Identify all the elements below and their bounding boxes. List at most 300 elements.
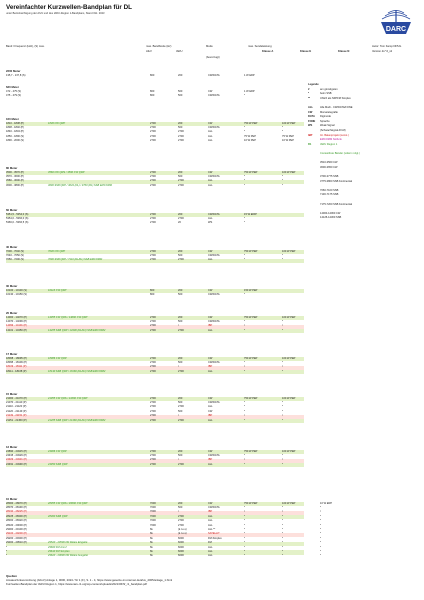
cell-kn: * [320,549,322,553]
cell-ka: * [244,400,246,404]
cell-ka: * [244,532,246,536]
cell-ke: / [282,458,283,462]
band-row [6,94,304,98]
legend-row [308,194,338,197]
cell-ka: * [244,174,246,178]
cell-i: 200 [178,170,183,174]
cell-a: 2700 [150,134,156,138]
cell-ke: / [282,365,283,369]
cell-i: 6000 [178,545,184,549]
cell-m: IBP [208,365,213,369]
cell-ka: * [244,549,246,553]
cell-i: / [178,458,179,462]
cell-ke: / [282,414,283,418]
legend-value: (Schwachsignal-FN-8) [320,129,346,132]
cell-i: 2700 [178,523,184,527]
band-title: 30 Meter [6,284,18,288]
cell-f: 21070 - 21110 (P) [6,400,27,404]
cell-ke: 100 W PEP [282,449,296,453]
page-title: Vereinfachter Kurzwellen-Bandplan für DL [6,4,132,11]
cell-f: 18068 - 18095 (P) [6,356,27,360]
cell-i: 2700 [178,514,184,518]
cell-i: 200 [178,315,183,319]
cell-i: 500 [178,292,183,296]
cell-ke: * [282,258,284,262]
cell-f: 1810 - 1838 (P) [6,121,25,125]
cell-a: 2700 [150,212,156,216]
cell-f: 1890 - 2000 (S) [6,139,25,143]
band-row [6,74,304,78]
legend-value: Weak Signal [320,124,335,128]
footer [6,575,172,586]
band-title: 15 Meter [6,392,18,396]
cell-ke: * [282,514,284,518]
cell-a: 2700 [150,396,156,400]
cell-m: ALL [208,328,213,332]
cell-ka: * [244,130,246,134]
cell-i: (k.I.e.s) [178,527,187,531]
cell-n: 7030 CW QRP [48,249,66,253]
cell-ke: * [282,319,284,323]
cell-ka: * [244,369,246,373]
cell-ke: * [282,536,284,540]
legend-row [308,158,320,161]
legend-value: 14000-14060 CW [320,211,341,215]
cell-a: 6k [150,549,153,553]
header-mode: Mode [206,45,213,48]
cell-m: CW [208,409,213,413]
band-row [6,370,304,374]
cell-ka: 750 W PEP [244,449,258,453]
cell-m: ALL [208,216,213,220]
cell-a: 800 [150,292,155,296]
band-row [6,554,322,559]
cell-i: 2700 [178,130,184,134]
page-subtitle: unter Berücksichtigung der AfuV und des IARU-Region 1-Bandplans, Stand Okt. 2023 [6,12,105,15]
cell-a: 2700 [150,183,156,187]
cell-i: / [178,365,179,369]
cell-ke: * [282,253,284,257]
band-title: 160 Meter [6,117,19,121]
cell-a: 2700 [150,179,156,183]
cell-f: 14101 - 14350 (P) [6,328,27,332]
cell-i: 2700 [178,134,184,138]
cell-f: 28320 - 29000 (P) [6,523,27,527]
band-title: 10 Meter [6,497,18,501]
cell-ke: * [282,541,284,545]
cell-i: 6000 [178,536,184,540]
cell-m: ALL [208,549,213,553]
cell-f: * [6,554,8,558]
cell-m: ALL [208,139,213,143]
cell-a: 2700 [150,324,156,328]
cell-m: ALL [208,258,213,262]
legend-value: 7175-7200 SSB Kontinental [320,202,353,206]
cell-a: 2700 [150,356,156,360]
cell-i: 2700 [178,418,184,422]
cell-f: 1838 - 1840 (P) [6,125,25,129]
cell-i: 2700 [178,183,184,187]
cell-f: 1850 - 1890 (S) [6,134,25,138]
cell-m: ALL ** [208,527,216,531]
cell-f: 3600 - 3800 (P) [6,183,25,187]
cell-m: CW [208,501,213,505]
cell-f: 7040 - 7050 (S) [6,253,25,257]
band-title: 12 Meter [6,445,18,449]
cell-n: 10116 CW QRP [48,288,67,292]
cell-kn: * [320,527,322,531]
legend-value: 7130-7175 SSB [320,193,339,197]
cell-m: ALL [208,545,213,549]
cell-m: WS [208,221,213,225]
header-iaru: IARU [176,50,183,53]
cell-n: 29620 - 29690 FM Relais Ausgabe [48,554,88,558]
cell-ke: * [282,174,284,178]
cell-m: ALL [208,514,213,518]
cell-ke: * [282,183,284,187]
cell-i: 500 [178,505,183,509]
cell-m: CW/DATA [208,253,220,257]
cell-a: 6k [150,536,153,540]
cell-a: 2700 [150,216,156,220]
cell-a: 7000 [150,519,156,523]
cell-ka: * [244,93,246,97]
cell-m: CW [208,449,213,453]
cell-a: 2700 [150,453,156,457]
cell-n: 1836 CW QRP [48,121,66,125]
cell-i: 500 [178,319,183,323]
legend-row [308,135,349,138]
cell-a: 2700 [150,125,156,129]
cell-m: ALL [208,462,213,466]
cell-i: 6000 [178,554,184,558]
cell-a: 2700 [150,253,156,257]
cell-ke: * [282,532,284,536]
band-row [6,222,304,226]
legend-value: EMCOMM Notfunk [320,138,342,142]
cell-ke: * [282,462,284,466]
cell-i: 6000 [178,549,184,553]
cell-m: CW [208,170,213,174]
cell-f: 28000 - 28070 (P) [6,501,27,505]
legend-value: Sprache [320,119,330,123]
cell-a: 7000 [150,501,156,505]
legend-row [308,89,338,92]
cell-i: (k.I.e.s) [178,532,187,536]
cell-n: 18086 CW QRP [48,356,67,360]
cell-ka: * [244,505,246,509]
cell-ke: * [282,554,284,558]
cell-f: 24915 - 24929 (P) [6,453,27,457]
legend-value: 3600-3650 CW [320,165,338,169]
cell-f: 28190 - 28225 (P) [6,510,27,514]
cell-kn: / [320,510,321,514]
cell-m: ALL [208,369,213,373]
cell-m: CW/DATA [208,400,220,404]
cell-a: 2700 [150,139,156,143]
legend-row [308,107,352,110]
cell-a: 2700 [150,418,156,422]
cell-m: ALL [208,554,213,558]
cell-ka: * [244,319,246,323]
cell-m: IBP [208,510,213,514]
cell-n: 7090 SSB QRP / 7110 (DL/R1) SSB EMCOMM [48,258,103,262]
cell-i: 200 [178,396,183,400]
cell-ka: 10 W PEP [244,139,256,143]
cell-a: 2700 [150,130,156,134]
cell-a: 7000 [150,510,156,514]
cell-ka: 750 W PEP [244,249,258,253]
cell-i: 500 [178,253,183,257]
logo-text: DARC [385,26,407,33]
cell-a: 2700 [150,405,156,409]
band-row [6,419,304,423]
cell-f: 21000 - 21070 (P) [6,396,27,400]
band-row [6,463,304,467]
cell-ka: * [244,554,246,558]
cell-a: 7000 [150,514,156,518]
cell-f: 14000 - 14070 (P) [6,315,27,319]
cell-ka: 150 W PEP [244,288,258,292]
cell-ka: 750 W PEP [244,396,258,400]
cell-f: 14070 - 14099 (P) [6,319,27,323]
cell-i: 2700 [178,462,184,466]
cell-ke: / [282,324,283,328]
cell-ka: 750 W PEP [244,121,258,125]
band-title: 60 Meter [6,208,18,212]
header-power: max. Sendeleistung [248,45,272,48]
legend-value: Int. Bakenprojekt (sonst.) [320,133,349,137]
cell-a: 6k [150,545,153,549]
cell-ke: * [282,369,284,373]
legend-row [308,171,320,174]
cell-n: 14285 SSB QRP / 14300 (DL/R1) SSB EMCOMM [48,328,106,332]
cell-kn: * [320,514,322,518]
cell-m: ALL [208,523,213,527]
cell-n: 29520 - 29590 FM Relais Eingabe [48,541,88,545]
cell-ke: 100 W PEP [282,249,296,253]
legend-row [308,130,346,133]
cell-ka: 750 W PEP [244,170,258,174]
cell-f: 14099 - 14101 (P) [6,324,27,328]
cell-ke: * [282,453,284,457]
legend-row [308,199,320,202]
cell-a: 800 [150,89,155,93]
cell-n: 18130 SSB QRP / 18160 (DL/R1) SSB EMCOMM [48,369,106,373]
cell-i: 500 [178,89,183,93]
header-bandwidth: max. Bandbreite (Hz) [146,45,172,48]
cell-i: 500 [178,93,183,97]
legend-value: Alle Modi - CW/DATA/FONE [320,106,353,109]
cell-m: IBP [208,324,213,328]
cell-m: CW [208,121,213,125]
cell-i: 500 [178,174,183,178]
cell-m: ALL [208,405,213,409]
cell-i: 2700 [178,369,184,373]
cell-ke: 100 W PEP [282,501,296,505]
cell-f: 29300 - 29510 (P) [6,541,27,545]
cell-f: 24929 - 24931 (P) [6,458,27,462]
cell-ka: * [244,545,246,549]
legend-row [308,139,342,142]
cell-kn: * [320,519,322,523]
cell-a: 2700 [150,409,156,413]
cell-ke: 10 W PEP [282,139,294,143]
cell-a: 6k [150,532,153,536]
cell-a: 2700 [150,121,156,125]
cell-f: 5351,5 - 5354,0 (S) [6,212,29,216]
cell-n: 29610 FM Simplex [48,549,70,553]
cell-m: CW [208,288,213,292]
legend-row [308,213,340,216]
legend-value: 3510-3560 CW [320,161,338,165]
cell-kn: * [320,505,322,509]
cell-i: 500 [178,125,183,129]
cell-f: 28300 - 28320 (P) [6,519,27,523]
legend-row [308,93,332,96]
legend-key: IBP [308,133,313,137]
cell-f: 5354,0 - 5366,0 (S) [6,216,29,220]
cell-ke: * [282,527,284,531]
header-author: Autor: Tom Kamp DF5JL [372,45,402,48]
cell-kn: * [320,532,322,536]
cell-a: 7000 [150,505,156,509]
cell-a: 2700 [150,249,156,253]
legend-key: ALL [308,106,314,109]
cell-ke: * [282,523,284,527]
cell-f: 28225 - 28300 (P) [6,514,27,518]
cell-ka: * [244,541,246,545]
cell-f: 24890 - 24915 (P) [6,449,27,453]
cell-ke: * [282,400,284,404]
cell-m: CW/DATA [208,212,220,216]
cell-m: ALL [208,130,213,134]
cell-a: 2700 [150,174,156,178]
cell-kn: * [320,523,322,527]
cell-f: 29000 - 29100 (P) [6,527,27,531]
legend-value: 14125-14300 SSB [320,216,342,220]
cell-a: 2700 [150,315,156,319]
legend-key: CW [308,110,313,114]
cell-kn: * [320,554,322,558]
legend-value: Contestfreie Bänder (sofern mögl.) [320,152,360,155]
cell-f: 24931 - 24990 (P) [6,462,27,466]
legend-key: FONE [308,119,316,123]
cell-ka: 1 W ERP [244,73,255,77]
cell-n: 24950 SSB QRP [48,462,68,466]
cell-f: * [6,549,8,553]
cell-ke: * [282,549,284,553]
cell-ke: * [282,360,284,364]
band-row [6,293,304,297]
legend-row [308,112,338,115]
legend-key: WS [308,124,313,128]
header-mode-note: (bevorzugt) [206,56,220,59]
cell-i: 2700 [178,519,184,523]
cell-f: 472 - 475 (S) [6,89,22,93]
cell-m: ALL [208,179,213,183]
cell-ka: * [244,221,246,225]
cell-n: 28055 CW QRS / 28060 CW QRP [48,501,88,505]
cell-m: CW [208,89,213,93]
cell-f: 135,7 - 137,8 (S) [6,73,26,77]
cell-i: 200 [178,501,183,505]
legend-row [308,116,331,119]
cell-i: 500 [178,453,183,457]
cell-i: 200 [178,249,183,253]
header-version: Version dx.*d_v2 [372,50,393,53]
cell-i: 200 [178,449,183,453]
cell-f: 29100 - 29200 (P) [6,532,27,536]
cell-ka: * [244,360,246,364]
cell-m: CW/DATA [208,93,220,97]
band-title: 17 Meter [6,352,18,356]
cell-i: 2700 [178,139,184,143]
legend-row [308,162,337,165]
legend-row [308,148,320,151]
legend-key: ** [308,96,311,100]
cell-ka: 750 W PEP [244,501,258,505]
cell-ke: 100 W PEP [282,170,296,174]
legend-key: DATA [308,115,315,119]
legend-key: R1 [308,142,312,146]
cell-ke: 100 W PEP [282,315,296,319]
cell-a: 2700 [150,328,156,332]
cell-a: 7000 [150,523,156,527]
band-row [6,329,304,333]
cell-ka: * [244,527,246,531]
cell-f: 475 - 479 (S) [6,93,22,97]
legend-row [308,190,338,193]
cell-f: * [6,545,8,549]
cell-n: 24906 CW QRP [48,449,67,453]
legend-row [308,208,320,211]
legend-row [308,98,351,101]
band-row [6,140,304,144]
legend-row [308,153,360,156]
cell-a: 6k [150,554,153,558]
cell-m: CW/DATA [208,174,220,178]
cell-i: 200 [178,288,183,292]
header-band: Band / Frequenz (kHz), (S) max. [6,45,45,48]
cell-m: CW/DATA [208,453,220,457]
cell-ka: * [244,462,246,466]
cell-f: 29200 - 29300 (P) [6,536,27,540]
band-title: 630 Meter [6,85,19,89]
cell-ka: * [244,292,246,296]
legend-row [308,102,320,105]
cell-ka: / [244,365,245,369]
cell-ka: * [244,183,246,187]
cell-ka: * [244,519,246,523]
legend-row [308,176,338,179]
cell-n: 3690 SSB QRP / 3643 (DL) / 3760 (R1) SSB EMCOMM [48,183,113,187]
footer-source-1: Amateurfunkverordnung (AFuV) Anlage 1, 0000, 2024 / Nr 1 (F), S. 1 - 4, https://www.gesetze-im-internet.de/afuv_2005/anlage_1.html [6,577,173,582]
cell-ka: * [244,179,246,183]
cell-i: / [178,414,179,418]
cell-f: 21149 - 21151 (P) [6,414,27,418]
cell-ke: * [282,179,284,183]
cell-m: CW [208,356,213,360]
cell-i: 2700 [178,179,184,183]
cell-ke: * [282,418,284,422]
cell-i: / [178,510,179,514]
cell-ka: * [244,514,246,518]
cell-m: ALL [208,418,213,422]
cell-kn: 10 W ERP [320,501,333,505]
legend-value: Morsetelegrafie [320,110,338,114]
cell-n: 14055 CW QRS / 14060 CW QRP [48,315,88,319]
